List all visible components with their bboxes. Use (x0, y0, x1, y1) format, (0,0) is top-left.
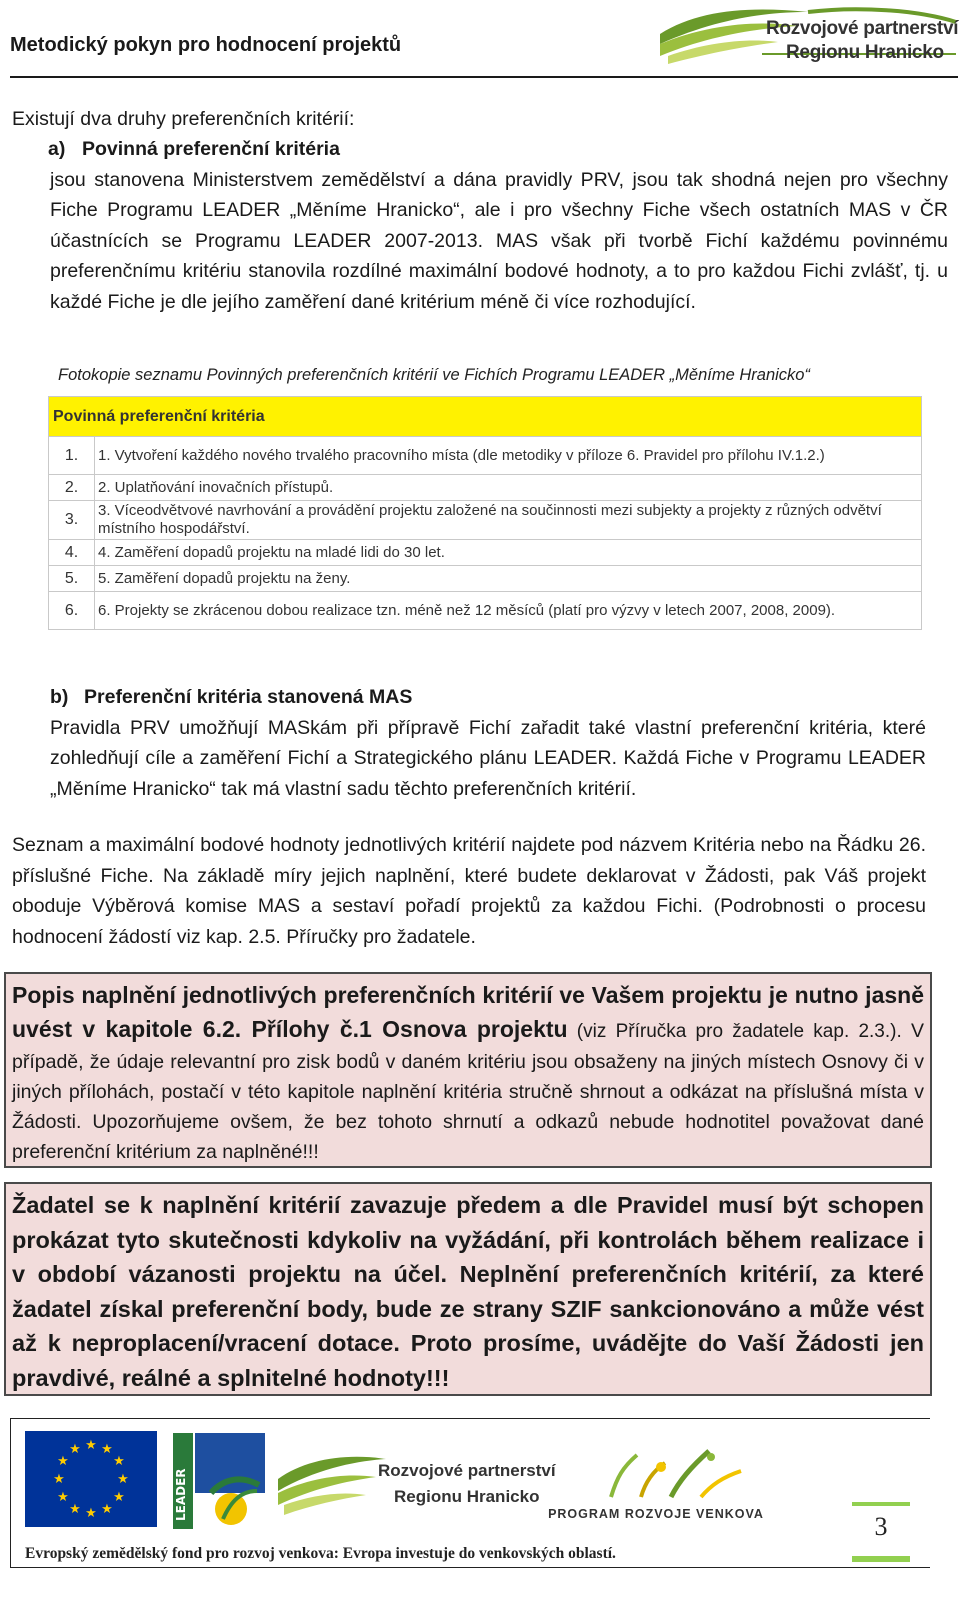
row-number: 3. (49, 501, 95, 540)
footer-mas-logo (276, 1449, 556, 1529)
svg-text:★: ★ (85, 1506, 97, 1521)
notice-box-obligation: Žadatel se k naplnění kritérií zavazuje předem a dle Pravidel musí být schopen prokázat tyto skutečnosti kdykoliv na vyžádání, při kontrolách během realizace i v období vázanosti projektu na účel. Neplnění preferenčních kritérií, za které žadatel získal preferenční body, bude ze strany SZIF sankcionováno a může vést až k neproplacení/vracení dotace. Proto prosíme, uvádějte do Vaší Žádosti jen pravdivé, reálné a splnitelné hodnoty!!! (4, 1182, 932, 1396)
criteria-table (48, 396, 922, 630)
section-b (50, 682, 926, 804)
table-row (49, 592, 922, 630)
section-b-text: Pravidla PRV umožňují MASkám při přípravě Fichí zařadit také vlastní preferenční kritéria, které zohledňují cíle a zaměření Fichí a Strategického plánu LEADER. Každá Fiche v Programu LEADER „Měníme Hranicko“ tak má vlastní sadu těchto preferenčních kritérií. (50, 716, 926, 800)
svg-text:★: ★ (101, 1442, 113, 1457)
svg-text:★: ★ (101, 1502, 113, 1517)
row-number: 1. (49, 437, 95, 475)
svg-text:★: ★ (113, 1490, 125, 1505)
section-a-heading (48, 134, 948, 165)
row-number: 4. (49, 540, 95, 566)
table-caption: Fotokopie seznamu Povinných preferenčních kritérií ve Fichích Programu LEADER „Měníme Hranicko“ (58, 366, 810, 384)
prv-plants-icon (541, 1437, 771, 1507)
intro-text: Existují dva druhy preferenčních kritérií: (12, 108, 355, 130)
section-a-title: Povinná preferenční kritéria (82, 138, 340, 160)
row-text: 6. Projekty se zkrácenou dobou realizace tzn. méně než 12 měsíců (platí pro výzvy v letech 2007, 2008, 2009). (95, 592, 922, 630)
svg-text:★: ★ (113, 1454, 125, 1469)
notice-lead: Popis naplnění jednotlivých preferenčních kritérií ve Vašem projektu je nutno jasně uvést v kapitole 6.2. Přílohy č.1 Osnova projektu (12, 982, 924, 1042)
page-number-bar-top (852, 1502, 910, 1506)
table-row (49, 540, 922, 566)
table-row (49, 501, 922, 540)
svg-text:★: ★ (117, 1472, 129, 1487)
notice-body: V případě, že údaje relevantní pro zisk bodů v daném kritériu jsou obsaženy na jiných místech Osnovy či v jiných přílohách, postačí v této kapitole naplnění kritéria stručně shrnout a odkázat na příslušná místa v Žádosti. Upozorňujeme ovšem, že bez tohoto shrnutí a odkazů nebude hodnotitel považovat dané preferenční kritérium za naplněné!!! (12, 1020, 924, 1163)
table-row (49, 566, 922, 592)
table-row (49, 437, 922, 475)
prv-label: PROGRAM ROZVOJE VENKOVA (548, 1507, 764, 1521)
leader-logo-icon (171, 1431, 267, 1531)
section-a-text: jsou stanovena Ministerstvem zemědělství a dána pravidly PRV, jsou tak shodná nejen pro všechny Fiche Programu LEADER „Měníme Hranicko“, ale i pro všechny Fiche všech ostatních MAS v ČR účastnících se Programu LEADER 2007-2013. MAS však při tvorbě Fichí každému povinnému preferenčnímu kritériu stanovila rozdílné maximální bodové hodnoty, a to pro každou Fichi zvlášť, tj. u každé Fiche je dle jejího zaměření dané kritérium méně či více rozhodující. (50, 168, 948, 313)
section-a (50, 134, 948, 317)
document-title: Metodický pokyn pro hodnocení projektů (10, 34, 402, 56)
mas-logo (658, 4, 958, 70)
logo-line-2: Regionu Hranicko (786, 42, 944, 63)
page-number: 3 (874, 1512, 888, 1541)
table-row (49, 475, 922, 501)
prv-logo (541, 1437, 771, 1533)
logo-line-1: Rozvojové partnerství (766, 18, 959, 39)
row-text: 4. Zaměření dopadů projektu na mladé lidi do 30 let. (95, 540, 922, 566)
row-text: 5. Zaměření dopadů projektu na ženy. (95, 566, 922, 592)
eu-stars-icon (25, 1431, 157, 1527)
row-text: 3. Víceodvětvové navrhování a provádění projektu založené na součinnosti mezi subjekty a projekty z různých odvětví místního hospodářství. (95, 501, 922, 540)
svg-text:★: ★ (57, 1490, 69, 1505)
footer-caption: Evropský zemědělský fond pro rozvoj venkova: Evropa investuje do venkovských oblastí. (25, 1545, 616, 1562)
footer-logo-line-1: Rozvojové partnerství (378, 1461, 556, 1480)
page-header (10, 0, 958, 78)
criteria-table-header: Povinná preferenční kritéria (49, 397, 922, 437)
page-number-block (852, 1502, 910, 1564)
svg-text:★: ★ (57, 1454, 69, 1469)
criteria-list-paragraph: Seznam a maximální bodové hodnoty jednotlivých kritérií najdete pod názvem Kritéria nebo na Řádku 26. příslušné Fiche. Na základě míry jejich naplnění, které budete deklarovat v Žádosti, pak Váš projekt oboduje Výběrová komise MAS a sestaví pořadí projektů za každou Fichi. (Podrobnosti o procesu hodnocení žádostí viz kap. 2.5. Příručky pro žadatele. (12, 834, 926, 948)
row-number: 5. (49, 566, 95, 592)
section-b-title: Preferenční kritéria stanovená MAS (84, 686, 413, 708)
row-text: 2. Uplatňování inovačních přístupů. (95, 475, 922, 501)
notice-box-description (4, 972, 932, 1168)
svg-text:★: ★ (53, 1472, 65, 1487)
section-a-marker: a) (48, 138, 66, 160)
row-number: 2. (49, 475, 95, 501)
svg-text:★: ★ (85, 1438, 97, 1453)
svg-text:LEADER: LEADER (174, 1468, 188, 1521)
svg-text:★: ★ (69, 1442, 81, 1457)
footer-logo-line-2: Regionu Hranicko (394, 1487, 540, 1506)
notice-reference: (viz Příručka pro žadatele kap. 2.3.). (567, 1021, 911, 1042)
page-number-bar-bottom (852, 1556, 910, 1562)
row-number: 6. (49, 592, 95, 630)
svg-text:★: ★ (69, 1502, 81, 1517)
eu-flag-icon (25, 1431, 157, 1527)
page-footer (10, 1418, 930, 1568)
section-b-heading (50, 682, 926, 713)
row-text: 1. Vytvoření každého nového trvalého pracovního místa (dle metodiky v příloze 6. Pravidel pro přílohu IV.1.2.) (95, 437, 922, 475)
section-b-marker: b) (50, 686, 69, 708)
